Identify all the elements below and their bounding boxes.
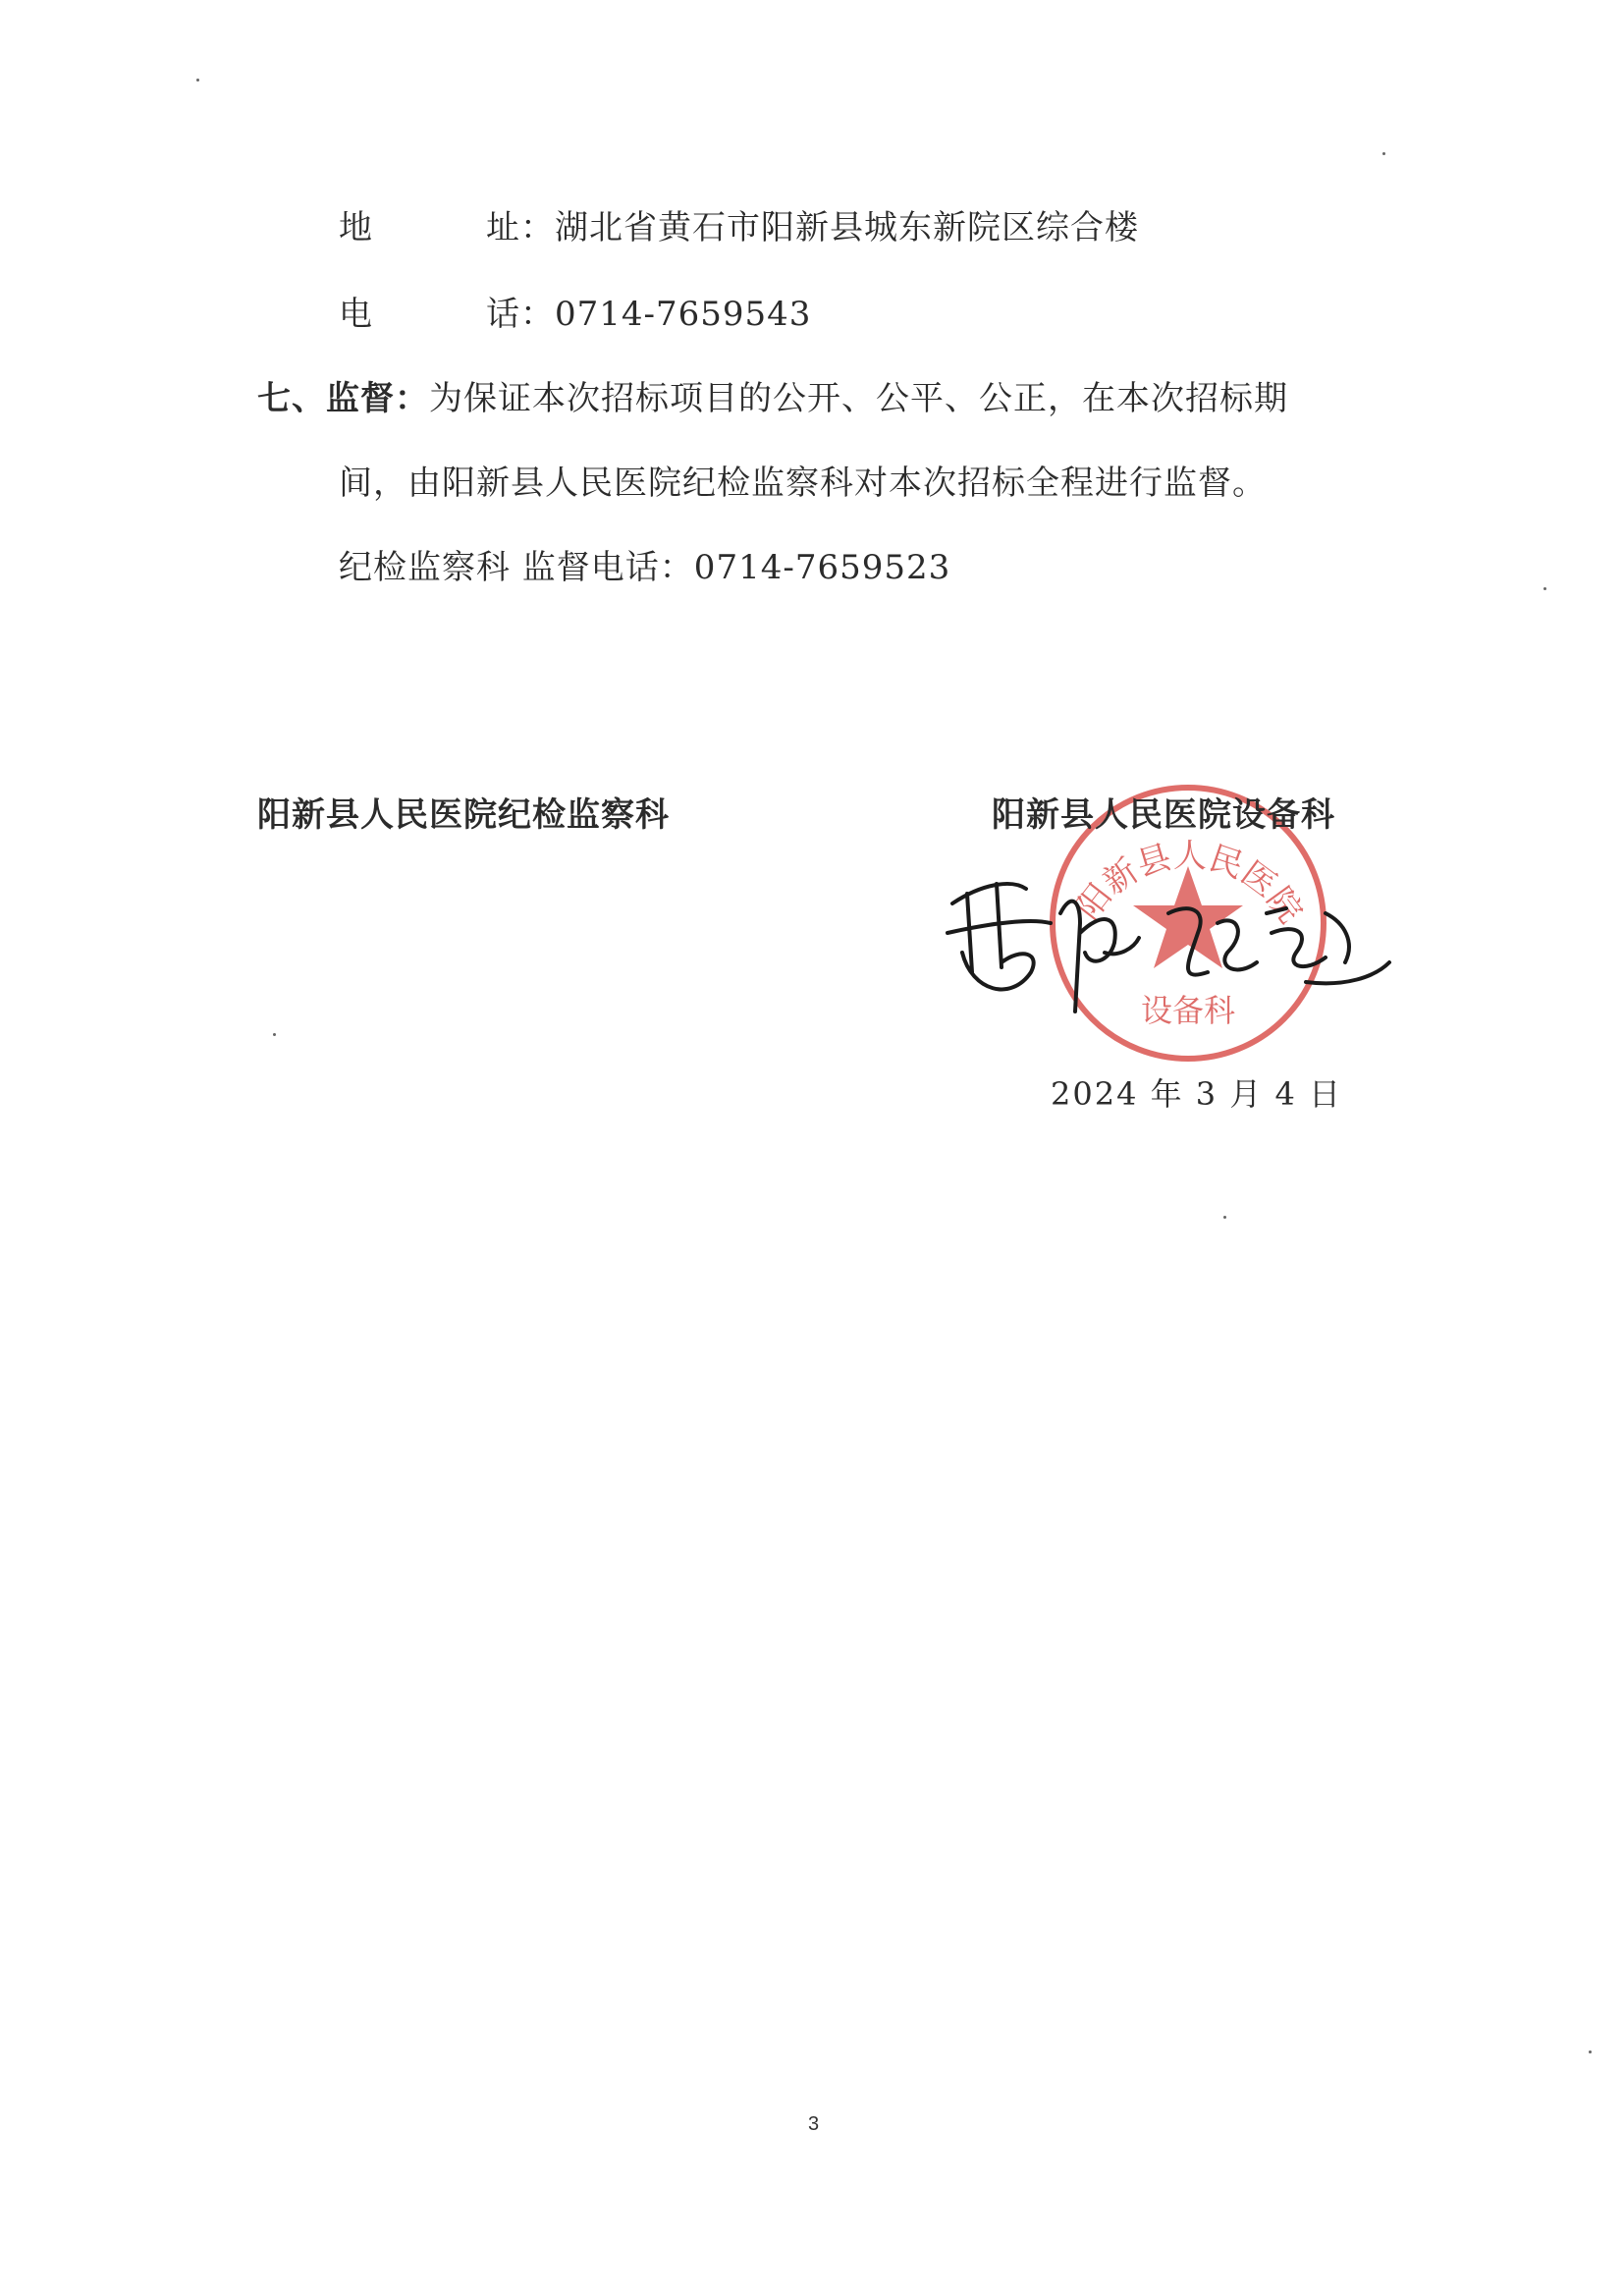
right-org-signature: 阳新县人民医院设备科 <box>992 795 1335 835</box>
supervision-text-2: 间，由阳新县人民医院纪检监察科对本次招标全程进行监督。 <box>339 464 1267 503</box>
svg-text:阳新县人民医院: 阳新县人民医院 <box>1068 836 1311 931</box>
scan-speck <box>273 1033 276 1036</box>
left-org-signature: 阳新县人民医院纪检监察科 <box>257 795 670 835</box>
signature-date: 2024 年 3 月 4 日 <box>1051 1075 1343 1113</box>
supervision-heading: 七、监督： <box>257 379 429 418</box>
scan-speck <box>1382 152 1385 155</box>
address-value: 湖北省黄石市阳新县城东新院区综合楼 <box>555 208 1139 247</box>
page-number: 3 <box>808 2113 820 2135</box>
scan-speck <box>1223 1216 1226 1219</box>
address-label-char1: 地 <box>339 208 373 247</box>
phone-value: 0714-7659543 <box>555 295 812 334</box>
supervision-line-3 <box>339 546 950 589</box>
supervision-phone-text: 纪检监察科 监督电话：0714-7659523 <box>339 548 951 587</box>
handwritten-signature <box>933 854 1394 1041</box>
svg-text:设备科: 设备科 <box>1140 992 1236 1029</box>
supervision-text-1: 为保证本次招标项目的公开、公平、公正，在本次招标期 <box>429 379 1288 418</box>
scan-speck <box>196 79 199 82</box>
phone-line <box>339 293 811 336</box>
phone-label-char1: 电 <box>339 295 373 334</box>
supervision-line-1 <box>257 377 1288 420</box>
supervision-line-2 <box>339 462 1267 505</box>
address-line <box>339 206 1139 249</box>
address-label-char2: 址： <box>486 208 555 247</box>
scan-speck <box>1543 587 1546 590</box>
scan-speck <box>1589 2050 1592 2053</box>
phone-label-char2: 话： <box>486 295 555 334</box>
